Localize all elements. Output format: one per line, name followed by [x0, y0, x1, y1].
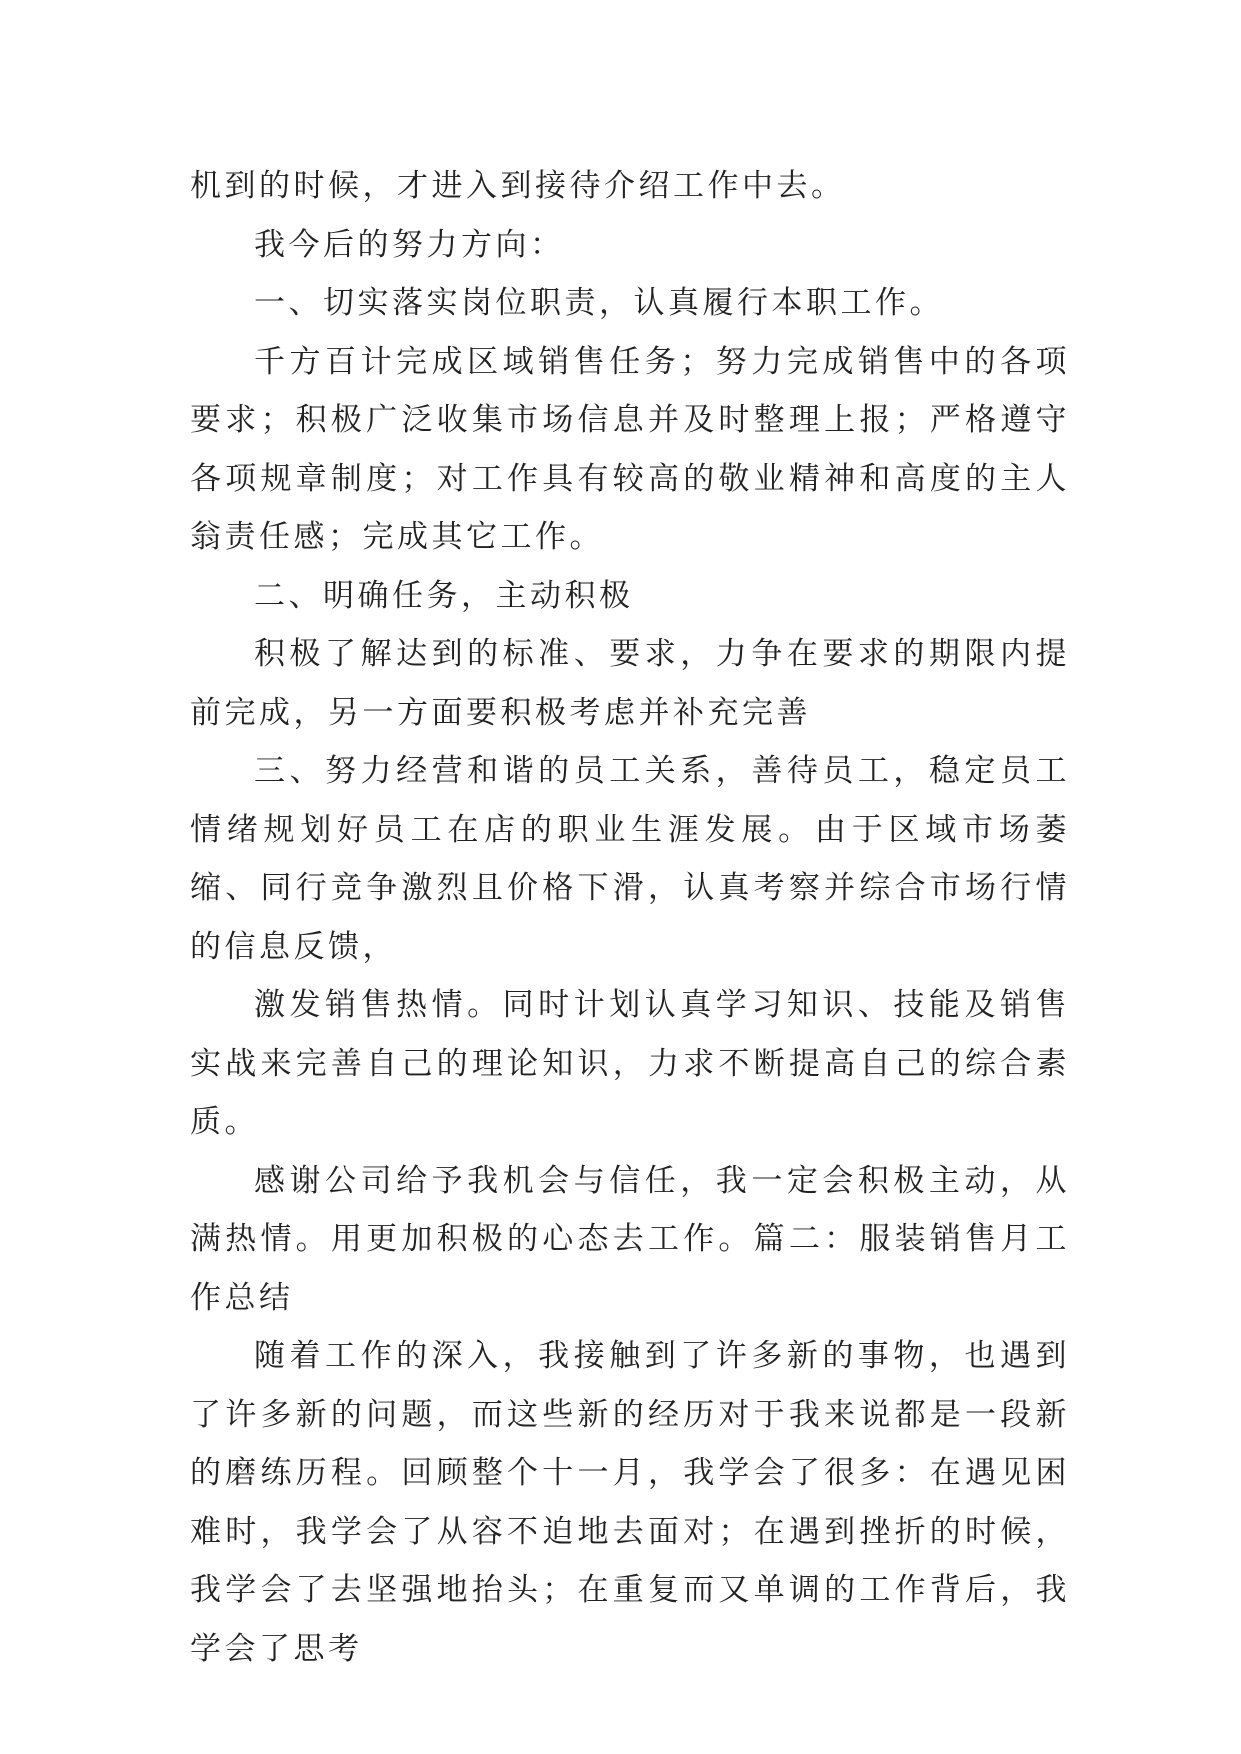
paragraph-3: 一、切实落实岗位职责，认真履行本职工作。: [254, 285, 944, 321]
paragraph-6: 积极了解达到的标准、要求，力争在要求的期限内提前完成，另一方面要积极考虑并补充完善: [190, 636, 1070, 731]
paragraph-9: 感谢公司给予我机会与信任，我一定会积极主动，从满热情。用更加积极的心态去工作。篇二：服装销售月工作总结: [190, 1162, 1070, 1316]
body-text: [190, 157, 1070, 1678]
paragraph-10: 随着工作的深入，我接触到了许多新的事物，也遇到了许多新的问题，而这些新的经历对于我来说都是一段新的磨练历程。回顾整个十一月，我学会了很多：在遇见困难时，我学会了从容不迫地去面对；在遇到挫折的时候，我学会了去坚强地抬头；在重复而又单调的工作背后，我学会了思考: [190, 1338, 1070, 1667]
paragraph-4: 千方百计完成区域销售任务；努力完成销售中的各项要求；积极广泛收集市场信息并及时整理上报；严格遵守各项规章制度；对工作具有较高的敬业精神和高度的主人翁责任感；完成其它工作。: [190, 343, 1070, 555]
paragraph-7: 三、努力经营和谐的员工关系，善待员工，稳定员工情绪规划好员工在店的职业生涯发展。由于区域市场萎缩、同行竞争激烈且价格下滑，认真考察并综合市场行情的信息反馈，: [190, 753, 1070, 965]
paragraph-2: 我今后的努力方向：: [254, 226, 565, 263]
paragraph-8: 激发销售热情。同时计划认真学习知识、技能及销售实战来完善自己的理论知识，力求不断提高自己的综合素质。: [190, 987, 1070, 1140]
paragraph-5: 二、明确任务，主动积极: [254, 577, 634, 614]
paragraph-1: 机到的时候，才进入到接待介绍工作中去。: [190, 168, 846, 204]
